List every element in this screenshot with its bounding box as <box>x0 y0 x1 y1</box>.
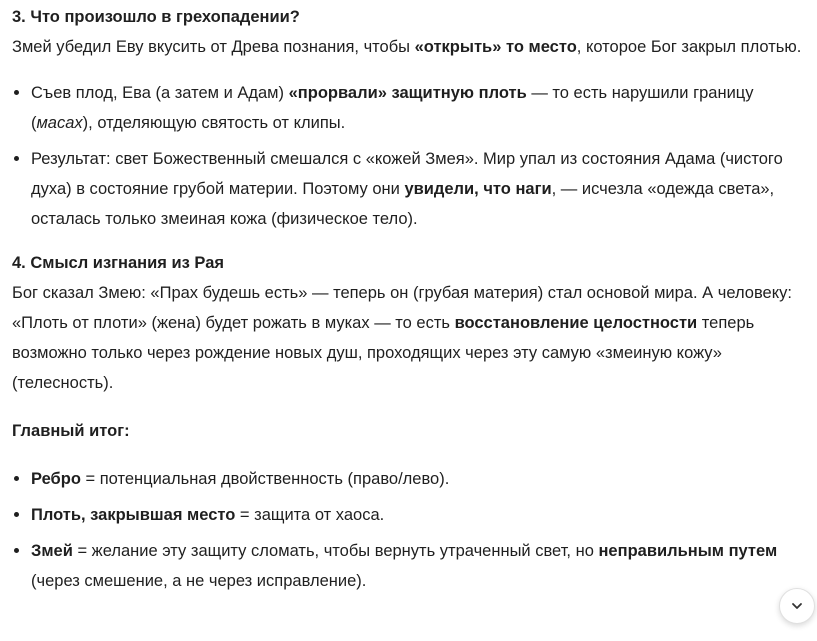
section-4-paragraph: Бог сказал Змею: «Прах будешь есть» — теперь он (грубая материя) стал основой мира. А человеку: «Плоть от плоти» (жена) будет рожать в муках — то есть восстановление целостности теперь возможно только через рождение новых душ, проходящих через эту самую «змеиную кожу» (телесность). <box>12 284 792 392</box>
message-content <box>12 2 812 596</box>
list-item: Плоть, закрывшая место = защита от хаоса. <box>12 500 812 530</box>
summary-heading: Главный итог: <box>12 422 130 440</box>
list-item: Результат: свет Божественный смешался с «кожей Змея». Мир упал из состояния Адама (чистого духа) в состояние грубой материи. Поэтому они увидели, что наги, — исчезла «одежда света», осталась только змеиная кожа (физическое тело). <box>12 144 812 234</box>
summary-list <box>12 464 812 596</box>
scroll-to-bottom-button[interactable] <box>779 588 815 624</box>
section-4-heading: 4. Смысл изгнания из Рая <box>12 254 225 272</box>
list-item: Съев плод, Ева (а затем и Адам) «прорвали» защитную плоть — то есть нарушили границу (масах), отделяющую святость от клипы. <box>12 78 812 138</box>
section-3-paragraph: Змей убедил Еву вкусить от Древа познания, чтобы «открыть» то место, которое Бог закрыл плотью. <box>12 38 802 56</box>
list-item: Ребро = потенциальная двойственность (право/лево). <box>12 464 812 494</box>
section-3-list <box>12 78 812 234</box>
chevron-down-icon <box>790 599 804 613</box>
list-item: Змей = желание эту защиту сломать, чтобы вернуть утраченный свет, но неправильным путем (через смешение, а не через исправление). <box>12 536 812 596</box>
section-3-heading: 3. Что произошло в грехопадении? <box>12 8 300 26</box>
